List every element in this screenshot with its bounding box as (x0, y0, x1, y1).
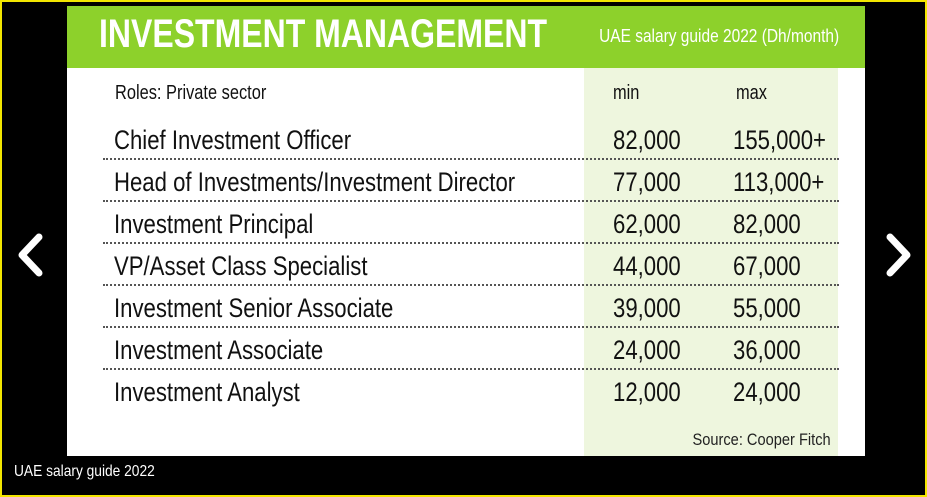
chevron-right-icon (884, 233, 914, 277)
role-cell: Investment Analyst (114, 377, 300, 407)
role-cell: VP/Asset Class Specialist (114, 251, 368, 281)
table-row (103, 160, 839, 202)
table-row (103, 370, 839, 410)
max-salary-cell: 82,000 (733, 209, 801, 239)
min-salary-cell: 12,000 (613, 377, 681, 407)
slide-title: INVESTMENT MANAGEMENT (99, 12, 547, 56)
source-note: Source: Cooper Fitch (692, 430, 831, 449)
max-salary-cell: 155,000+ (733, 125, 826, 155)
max-header: max (736, 82, 767, 104)
role-cell: Investment Principal (114, 209, 314, 239)
image-caption: UAE salary guide 2022 (14, 463, 155, 480)
min-salary-cell: 44,000 (613, 251, 681, 281)
table-row (103, 286, 839, 328)
table-row (103, 118, 839, 160)
slide-subtitle: UAE salary guide 2022 (Dh/month) (598, 26, 839, 46)
next-slide-button[interactable] (879, 227, 919, 283)
min-header: min (613, 82, 640, 104)
salary-table (103, 118, 839, 410)
title-banner (67, 6, 865, 68)
previous-slide-button[interactable] (10, 227, 50, 283)
min-salary-cell: 77,000 (613, 167, 681, 197)
min-salary-cell: 82,000 (613, 125, 681, 155)
table-row (103, 202, 839, 244)
max-salary-cell: 36,000 (733, 335, 801, 365)
role-cell: Investment Senior Associate (114, 293, 394, 323)
min-salary-cell: 39,000 (613, 293, 681, 323)
max-salary-cell: 24,000 (733, 377, 801, 407)
table-row (103, 244, 839, 286)
min-salary-cell: 62,000 (613, 209, 681, 239)
chevron-left-icon (15, 233, 45, 277)
max-salary-cell: 67,000 (733, 251, 801, 281)
roles-header: Roles: Private sector (115, 82, 267, 104)
role-cell: Head of Investments/Investment Director (114, 167, 516, 197)
role-cell: Chief Investment Officer (114, 125, 352, 155)
min-salary-cell: 24,000 (613, 335, 681, 365)
salary-table-image (67, 6, 865, 456)
role-cell: Investment Associate (114, 335, 324, 365)
table-row (103, 328, 839, 370)
max-salary-cell: 55,000 (733, 293, 801, 323)
max-salary-cell: 113,000+ (733, 167, 825, 197)
